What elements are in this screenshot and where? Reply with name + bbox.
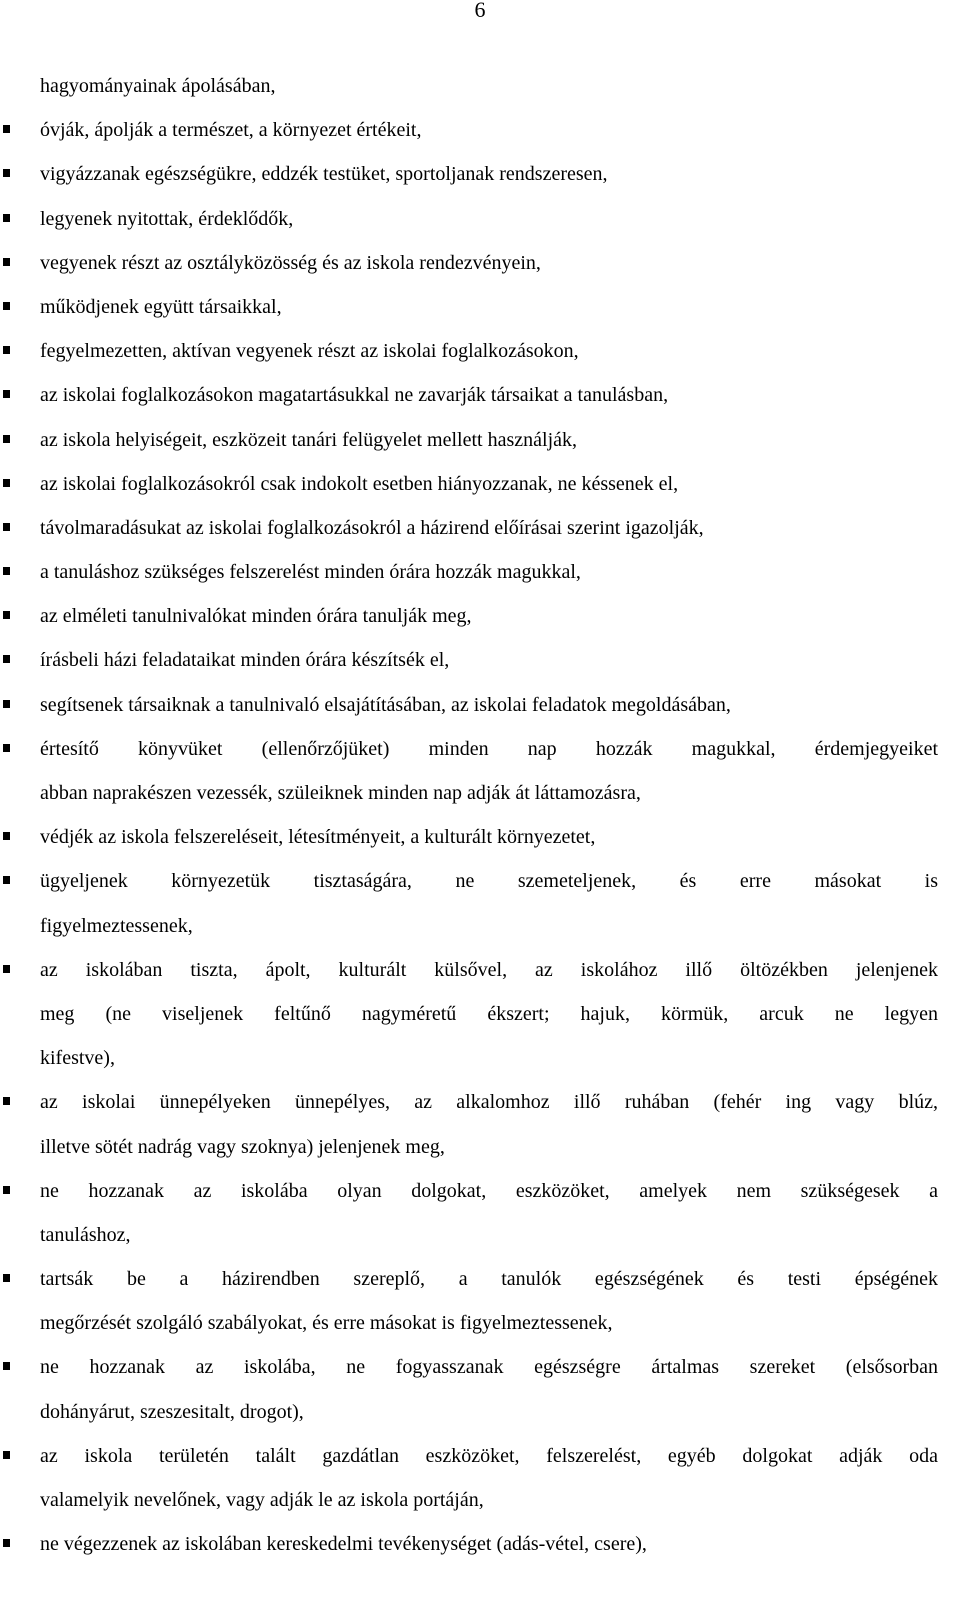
square-bullet-icon [3, 655, 10, 663]
list-item [0, 1347, 960, 1391]
list-item-continuation [0, 1392, 960, 1436]
list-item [0, 950, 960, 994]
list-item-text: működjenek együtt társaikkal, [40, 295, 282, 318]
list-item-text: hagyományainak ápolásában, [40, 75, 276, 97]
list-item-text: az elméleti tanulnivalókat minden órára tanulják meg, [40, 605, 472, 628]
list-item-text: tartsák be a házirendben szereplő, a tanulók egészségének és testi épségének [40, 1268, 938, 1291]
list-item [0, 1171, 960, 1215]
list-item-text: fegyelmezetten, aktívan vegyenek részt az iskolai foglalkozásokon, [40, 340, 579, 363]
list-item-text: ne végezzenek az iskolában kereskedelmi tevékenységet (adás-vétel, csere), [40, 1533, 647, 1556]
list-item-text: meg (ne viseljenek feltűnő nagyméretű ékszert; hajuk, körmük, arcuk ne legyen [40, 1002, 938, 1025]
list-item [0, 420, 960, 464]
list-item [0, 508, 960, 552]
list-item-text: illetve sötét nadrág vagy szoknya) jelenjenek meg, [40, 1135, 445, 1158]
list-item-continuation [0, 773, 960, 817]
list-item-text: tanuláshoz, [40, 1223, 131, 1246]
list-item [0, 110, 960, 154]
list-item-text: ügyeljenek környezetük tisztaságára, ne szemeteljenek, és erre másokat is [40, 870, 938, 893]
list-item-continuation [0, 1303, 960, 1347]
list-item-text: távolmaradásukat az iskolai foglalkozásokról a házirend előírásai szerint igazolják, [40, 516, 704, 539]
list-item [0, 375, 960, 419]
square-bullet-icon [3, 1539, 10, 1547]
list-item-text: valamelyik nevelőnek, vagy adják le az iskola portáján, [40, 1489, 484, 1511]
list-item-text: az iskolai ünnepélyeken ünnepélyes, az alkalomhoz illő ruhában (fehér ing vagy blúz, [40, 1091, 938, 1114]
list-item [0, 640, 960, 684]
square-bullet-icon [3, 1186, 10, 1194]
list-item [0, 685, 960, 729]
list-item [0, 331, 960, 375]
square-bullet-icon [3, 302, 10, 310]
list-item-text: értesítő könyvüket (ellenőrzőjüket) minden nap hozzák magukkal, érdemjegyeiket [40, 737, 938, 760]
list-item-text: figyelmeztessenek, [40, 914, 193, 937]
square-bullet-icon [3, 832, 10, 840]
list-item-text: megőrzését szolgáló szabályokat, és erre másokat is figyelmeztessenek, [40, 1312, 613, 1335]
list-item-text: az iskolai foglalkozásokon magatartásukkal ne zavarják társaikat a tanulásban, [40, 384, 669, 407]
square-bullet-icon [3, 567, 10, 575]
square-bullet-icon [3, 1451, 10, 1459]
document-body [0, 66, 960, 1568]
list-item-text: az iskola területén talált gazdátlan eszközöket, felszerelést, egyéb dolgokat adják oda [40, 1444, 938, 1467]
square-bullet-icon [3, 1274, 10, 1282]
list-item-text: ne hozzanak az iskolába olyan dolgokat, eszközöket, amelyek nem szükségesek a [40, 1179, 938, 1202]
list-item-text: óvják, ápolják a természet, a környezet értékeit, [40, 119, 422, 142]
list-item-continuation [0, 906, 960, 950]
list-item [0, 287, 960, 331]
list-item-continuation [0, 1480, 960, 1524]
list-item-continuation [0, 66, 960, 110]
square-bullet-icon [3, 611, 10, 619]
list-item [0, 1259, 960, 1303]
square-bullet-icon [3, 1097, 10, 1105]
square-bullet-icon [3, 346, 10, 354]
list-item-text: vigyázzanak egészségükre, eddzék testüket, sportoljanak rendszeresen, [40, 163, 608, 186]
page-number: 6 [474, 0, 486, 22]
list-item-continuation [0, 994, 960, 1038]
list-item [0, 817, 960, 861]
list-item [0, 1524, 960, 1568]
list-item [0, 154, 960, 198]
square-bullet-icon [3, 258, 10, 266]
list-item-text: írásbeli házi feladataikat minden órára készítsék el, [40, 649, 450, 672]
square-bullet-icon [3, 169, 10, 177]
square-bullet-icon [3, 390, 10, 398]
list-item [0, 1436, 960, 1480]
square-bullet-icon [3, 435, 10, 443]
square-bullet-icon [3, 125, 10, 133]
list-item-continuation [0, 1127, 960, 1171]
list-item-text: védjék az iskola felszereléseit, létesítményeit, a kulturált környezetet, [40, 826, 596, 849]
list-item [0, 243, 960, 287]
list-item-continuation [0, 1038, 960, 1082]
list-item-text: kifestve), [40, 1047, 115, 1070]
square-bullet-icon [3, 965, 10, 973]
square-bullet-icon [3, 700, 10, 708]
list-item [0, 596, 960, 640]
list-item-text: legyenek nyitottak, érdeklődők, [40, 207, 294, 230]
list-item [0, 552, 960, 596]
list-item-text: a tanuláshoz szükséges felszerelést minden órára hozzák magukkal, [40, 561, 581, 584]
list-item-text: az iskolai foglalkozásokról csak indokolt esetben hiányozzanak, ne késsenek el, [40, 472, 679, 495]
square-bullet-icon [3, 214, 10, 222]
square-bullet-icon [3, 479, 10, 487]
square-bullet-icon [3, 876, 10, 884]
list-item-text: dohányárut, szeszesitalt, drogot), [40, 1400, 304, 1423]
list-item-continuation [0, 1215, 960, 1259]
square-bullet-icon [3, 523, 10, 531]
list-item [0, 1082, 960, 1126]
list-item-text: vegyenek részt az osztályközösség és az iskola rendezvényein, [40, 251, 541, 274]
square-bullet-icon [3, 1362, 10, 1370]
list-item [0, 861, 960, 905]
list-item [0, 199, 960, 243]
list-item [0, 729, 960, 773]
list-item [0, 464, 960, 508]
list-item-text: abban naprakészen vezessék, szüleiknek minden nap adják át láttamozásra, [40, 782, 641, 804]
list-item-text: ne hozzanak az iskolába, ne fogyasszanak egészségre ártalmas szereket (elsősorban [40, 1356, 938, 1379]
list-item-text: az iskola helyiségeit, eszközeit tanári felügyelet mellett használják, [40, 428, 578, 451]
square-bullet-icon [3, 744, 10, 752]
list-item-text: az iskolában tiszta, ápolt, kulturált külsővel, az iskolához illő öltözékben jelenjenek [40, 958, 938, 981]
list-item-text: segítsenek társaiknak a tanulnivaló elsajátításában, az iskolai feladatok megoldásában, [40, 693, 731, 716]
